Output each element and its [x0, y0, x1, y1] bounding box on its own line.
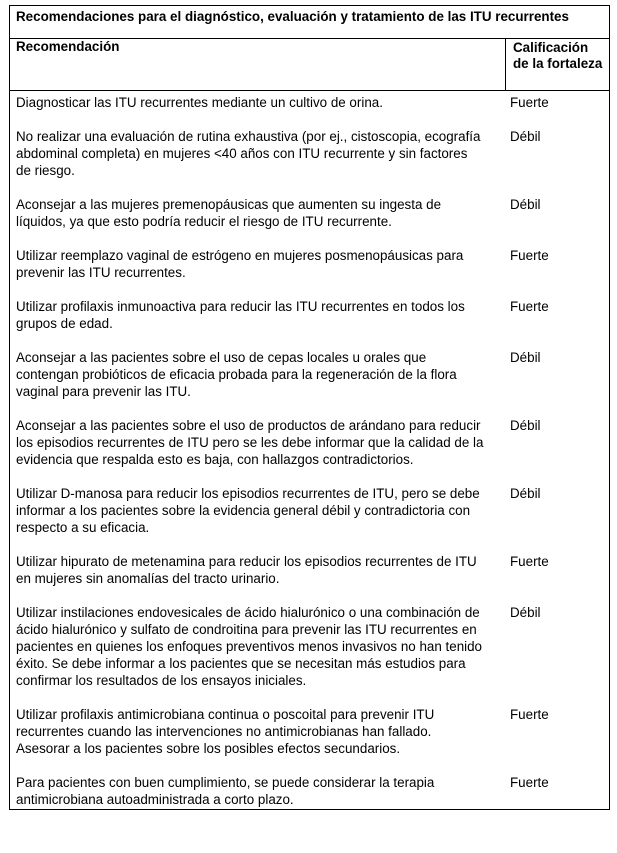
recommendation-item — [10, 417, 609, 468]
recommendation-text: Aconsejar a las mujeres premenopáusicas que aumenten su ingesta de líquidos, ya que esto podría reducir el riesgo de ITU recurrente. — [16, 197, 442, 229]
recommendation-grade: Débil — [510, 350, 541, 365]
recommendation-text: Utilizar reemplazo vaginal de estrógeno en mujeres posmenopáusicas para prevenir las ITU recurrentes. — [16, 248, 464, 280]
recommendation-item — [10, 774, 609, 808]
recommendation-grade: Fuerte — [510, 554, 549, 569]
header-row — [10, 39, 610, 91]
recommendation-text: Utilizar instilaciones endovesicales de ácido hialurónico o una combinación de ácido hialurónico y sulfato de condroitina para prevenir las ITU recurrentes en pacientes en quienes los enfoques preventivos menos invasivos no han tenido éxito. Se debe informar a los pacientes que se necesitan más estudios para confirmar los resultados de los ensayos iniciales. — [16, 605, 483, 688]
recommendation-grade: Débil — [510, 418, 541, 433]
recommendation-text: Utilizar profilaxis antimicrobiana continua o poscoital para prevenir ITU recurrentes cuando las intervenciones no antimicrobianas han fallado. Asesorar a los pacientes sobre los posibles efectos secundarios. — [16, 707, 435, 756]
recommendation-item — [10, 706, 609, 757]
recommendation-grade: Débil — [510, 129, 541, 144]
recommendation-item — [10, 128, 609, 179]
recommendation-text: No realizar una evaluación de rutina exhaustiva (por ej., cistoscopia, ecografía abdominal completa) en mujeres <40 años con ITU recurrente y sin factores de riesgo. — [16, 129, 481, 178]
recommendation-item — [10, 604, 609, 689]
recommendation-grade: Fuerte — [510, 775, 549, 790]
recommendation-item — [10, 94, 609, 111]
recommendations-body — [10, 91, 610, 810]
recommendation-text: Utilizar D-manosa para reducir los episodios recurrentes de ITU, pero se debe informar a los pacientes sobre la evidencia general débil y contradictoria con respecto a su eficacia. — [16, 486, 480, 535]
recommendation-text: Para pacientes con buen cumplimiento, se puede considerar la terapia antimicrobiana autoadministrada a corto plazo. — [16, 775, 435, 807]
title-row — [10, 6, 610, 39]
recommendation-text: Aconsejar a las pacientes sobre el uso de cepas locales u orales que contengan probióticos de eficacia probada para la regeneración de la flora vaginal para prevenir las ITU. — [16, 350, 457, 399]
recommendation-grade: Débil — [510, 605, 541, 620]
recommendation-grade: Débil — [510, 197, 541, 212]
recommendation-item — [10, 247, 609, 281]
recommendation-grade: Débil — [510, 486, 541, 501]
recommendation-grade: Fuerte — [510, 95, 549, 110]
recommendations-table — [9, 5, 610, 810]
recommendation-grade: Fuerte — [510, 299, 549, 314]
recommendation-text: Utilizar profilaxis inmunoactiva para reducir las ITU recurrentes en todos los grupos de edad. — [16, 299, 465, 331]
header-grade: Calificación de la fortaleza — [506, 39, 610, 91]
body-row — [10, 91, 610, 810]
table-title: Recomendaciones para el diagnóstico, evaluación y tratamiento de las ITU recurrentes — [10, 6, 610, 39]
recommendation-item — [10, 485, 609, 536]
recommendation-text: Aconsejar a las pacientes sobre el uso de productos de arándano para reducir los episodios recurrentes de ITU pero se les debe informar que la calidad de la evidencia que respalda esto es baja, con hallazgos contradictorios. — [16, 418, 484, 467]
recommendation-item — [10, 298, 609, 332]
recommendation-grade: Fuerte — [510, 248, 549, 263]
recommendation-text: Utilizar hipurato de metenamina para reducir los episodios recurrentes de ITU en mujeres sin anomalías del tracto urinario. — [16, 554, 477, 586]
recommendation-item — [10, 349, 609, 400]
recommendation-item — [10, 196, 609, 230]
header-recommendation: Recomendación — [10, 39, 506, 91]
recommendation-text: Diagnosticar las ITU recurrentes mediante un cultivo de orina. — [16, 95, 383, 110]
recommendation-grade: Fuerte — [510, 707, 549, 722]
recommendation-item — [10, 553, 609, 587]
